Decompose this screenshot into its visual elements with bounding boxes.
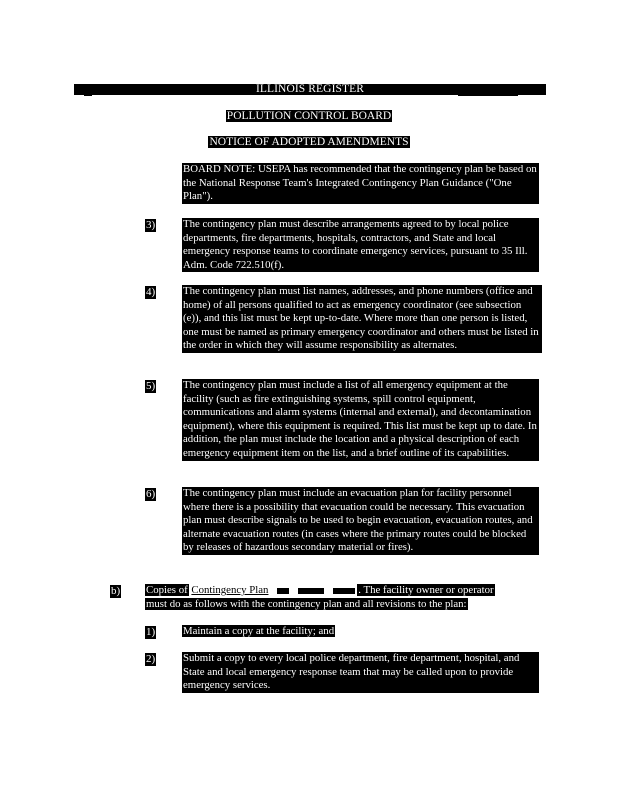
redaction-mark (277, 588, 289, 594)
redaction-mark (298, 588, 324, 594)
section-b-line2: must do as follows with the contingency plan and all revisions to the plan: (146, 598, 467, 610)
list-item: The contingency plan must list names, addresses, and phone numbers (office and home) of all persons qualified to act as emergency coordinator (see subsection (e)), and this list must be kept up-to-date. Where more than one person is listed, one must be named as primary emergency coordinator and others must be listed in the order in which they will assume responsibility as alternates. (182, 285, 542, 353)
list-item: The contingency plan must include a list of all emergency equipment at the facility (such as fire extinguishing systems, spill control equipment, communications and alarm systems (internal and external), and decontamination equipment), where this equipment is required. This list must be kept up to date. In addition, the plan must include the location and a physical description of each emergency equipment item on the list, and a brief outline of its capabilities. (182, 379, 539, 461)
section-b-lead: Copies of (146, 584, 188, 596)
section-marker: b) (111, 585, 121, 597)
item-marker: 3) (146, 219, 156, 231)
notice-title: NOTICE OF ADOPTED AMENDMENTS (209, 136, 409, 148)
item-marker: 4) (146, 286, 156, 298)
item-marker: 5) (146, 380, 156, 392)
list-item: The contingency plan must include an evacuation plan for facility personnel where there is a possibility that evacuation could be necessary. This evacuation plan must describe signals to be used to begin evacuation, evacuation routes, and alternate evacuation routes (in cases where the primary routes could be blocked by releases of hazardous secondary material or fires). (182, 487, 539, 555)
sub-item: Maintain a copy at the facility; and (183, 625, 335, 637)
sub-item: Submit a copy to every local police department, fire department, hospital, and State and local emergency response team that may be called upon to provide emergency services. (182, 652, 539, 693)
item-marker: 6) (146, 488, 156, 500)
list-item: The contingency plan must describe arrangements agreed to by local police departments, fire departments, hospitals, contractors, and State and local emergency response teams to coordinate emergency services, pursuant to 35 Ill. Adm. Code 722.510(f). (182, 218, 539, 272)
section-b-underlined: Contingency Plan (191, 584, 269, 596)
section-b-rest: . The facility owner or operator (358, 584, 494, 596)
item-marker: 2) (146, 653, 156, 665)
item-marker: 1) (146, 626, 156, 638)
redaction-mark (333, 588, 355, 594)
register-title: ILLINOIS REGISTER (255, 83, 365, 95)
agency-title: POLLUTION CONTROL BOARD (226, 110, 392, 122)
board-note: BOARD NOTE: USEPA has recommended that the contingency plan be based on the National Response Team's Integrated Contingency Plan Guidance ("One Plan"). (182, 163, 539, 204)
section-b-line1 (145, 584, 495, 598)
